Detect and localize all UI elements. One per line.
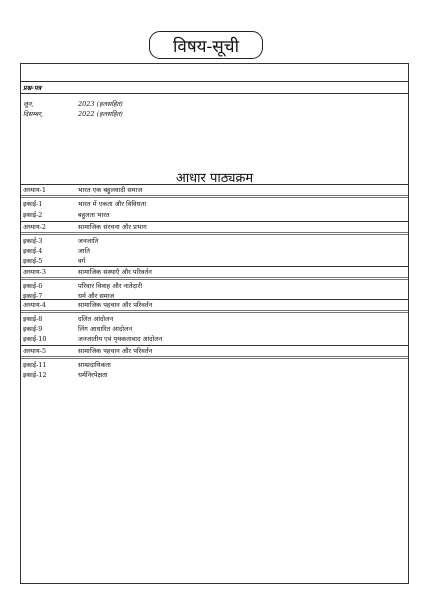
chapter-title: सामाजिक संरचना और प्रभाग xyxy=(78,223,147,231)
unit-label: इकाई-7 xyxy=(23,292,43,300)
chapter-label: अध्याय-3 xyxy=(23,268,46,276)
unit-label: इकाई-10 xyxy=(23,335,47,343)
unit-label: इकाई-5 xyxy=(23,257,43,265)
unit-title: परिवार विवाह और नातेदारी xyxy=(78,282,143,290)
papers-header: प्रश्न-पत्र xyxy=(23,84,42,92)
paper-value: 2023 (हलसहित) xyxy=(78,100,123,108)
divider xyxy=(21,184,408,185)
unit-title: जनजाति xyxy=(78,237,99,245)
unit-label: इकाई-1 xyxy=(23,200,43,208)
unit-label: इकाई-6 xyxy=(23,282,43,290)
divider xyxy=(21,197,408,198)
unit-label: इकाई-9 xyxy=(23,325,43,333)
divider xyxy=(21,358,408,359)
divider xyxy=(21,356,408,357)
divider xyxy=(21,221,408,222)
unit-title: दलित आंदोलन xyxy=(78,315,114,323)
divider xyxy=(21,232,408,233)
chapter-label: अध्याय-1 xyxy=(23,186,46,194)
unit-label: इकाई-8 xyxy=(23,315,43,323)
syllabus-heading: आधार पाठ्यक्रम xyxy=(175,171,254,186)
divider xyxy=(21,81,408,82)
page-title: विषय-सूची xyxy=(149,31,263,59)
unit-title: भारत में एकता और विविधता xyxy=(78,200,147,208)
chapter-title: सामाजिक पहचान और परिवर्तन xyxy=(78,347,153,355)
unit-title: धर्मनिरपेक्षता xyxy=(78,371,108,379)
contents-frame xyxy=(20,63,409,584)
divider xyxy=(21,345,408,346)
divider xyxy=(21,310,408,311)
divider xyxy=(21,234,408,235)
unit-title: वर्ग xyxy=(78,257,86,265)
chapter-label: अध्याय-4 xyxy=(23,301,46,309)
unit-label: इकाई-3 xyxy=(23,237,43,245)
unit-title: धर्म और समाज xyxy=(78,292,115,300)
divider xyxy=(21,279,408,280)
paper-value: 2022 (हलसहित) xyxy=(78,110,123,118)
chapter-label: अध्याय-2 xyxy=(23,223,46,231)
chapter-title: सामाजिक पहचान और परिवर्तन xyxy=(78,301,153,309)
divider xyxy=(21,312,408,313)
paper-label: जून, xyxy=(23,100,34,108)
unit-title: लिंग आधारित आंदोलन xyxy=(78,325,133,333)
unit-label: इकाई-11 xyxy=(23,361,47,369)
unit-label: इकाई-2 xyxy=(23,211,43,219)
divider xyxy=(21,93,408,94)
chapter-label: अध्याय-5 xyxy=(23,347,46,355)
unit-title: जनजातीय एवं पृथकतावाद आंदोलन xyxy=(78,335,163,343)
divider xyxy=(21,195,408,196)
unit-title: बहुलता भारत xyxy=(78,211,110,219)
unit-label: इकाई-12 xyxy=(23,371,47,379)
paper-label: दिसम्बर, xyxy=(23,110,44,118)
divider xyxy=(21,266,408,267)
divider xyxy=(21,277,408,278)
divider xyxy=(21,299,408,300)
unit-title: जाति xyxy=(78,247,90,255)
unit-label: इकाई-4 xyxy=(23,247,43,255)
unit-title: साम्प्रदायिकता xyxy=(78,361,111,369)
chapter-title: भारत एक बहुलवादी समाज xyxy=(78,186,143,194)
chapter-title: सामाजिक संस्थाएँ और परिवर्तन xyxy=(78,268,152,276)
